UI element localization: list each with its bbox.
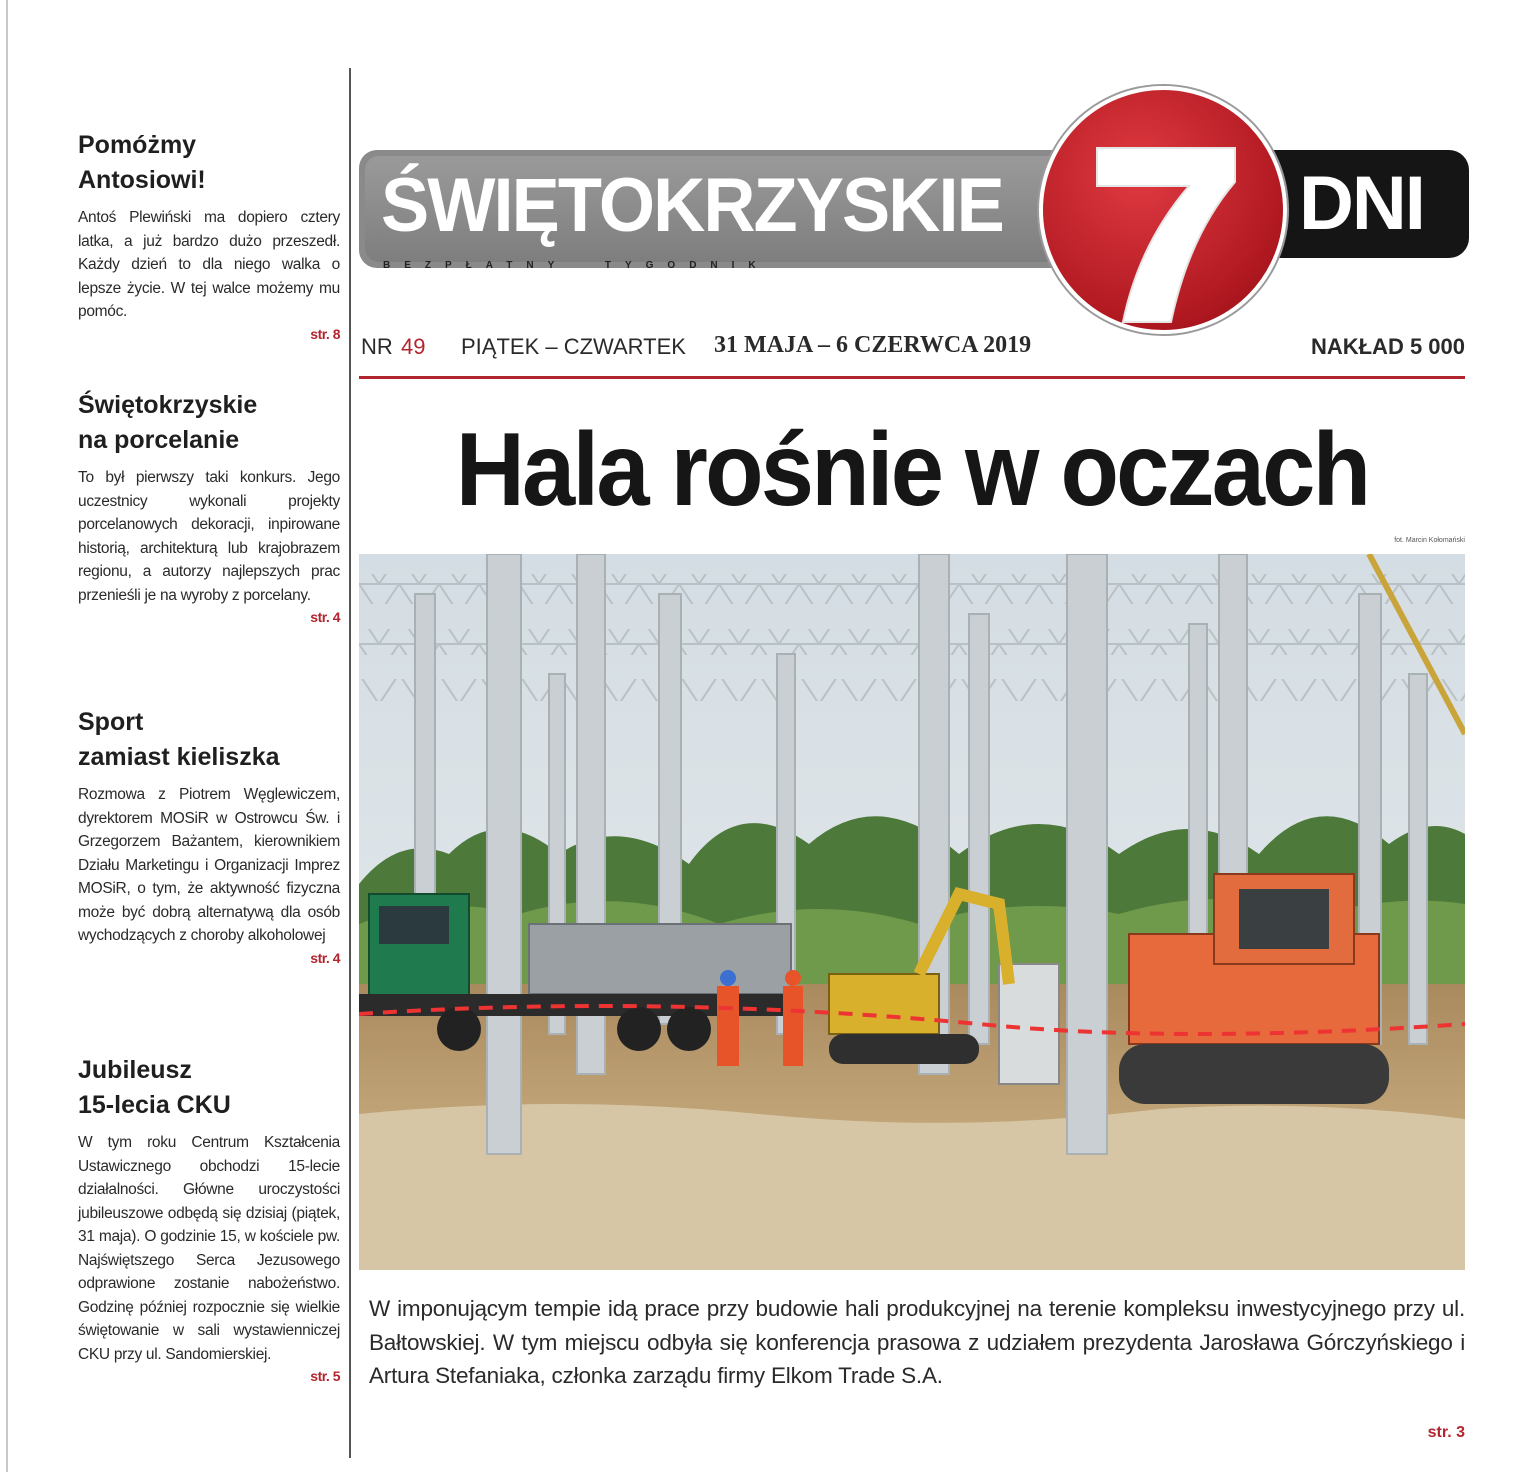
teaser-title: Sport zamiast kieliszka bbox=[78, 708, 280, 771]
main-page-ref[interactable]: str. 3 bbox=[1427, 1424, 1465, 1441]
teaser-body: W tym roku Centrum Kształcenia Ustawicznego obchodzi 15-lecie działalności. Główne uroczystości jubileuszowe odbędą się dzisiaj (piątek, 31 maja). O godzinie 15, w kościele pw. Najświętszego Serca Jezusowego odprawione zostanie nabożeństwo. Godzinę później rozpocznie się wielkie świętowanie w sali wystawienniczej CKU przy ul. Sandomierskiej. bbox=[78, 1134, 340, 1363]
teaser-title: Pomóżmy Antosiowi! bbox=[78, 131, 206, 194]
lead-paragraph: W imponującym tempie idą prace przy budowie hali produkcyjnej na terenie kompleksu inwestycyjnego przy ul. Bałtowskiej. W tym miejscu odbyła się konferencja prasowa z udziałem prezydenta Jarosława Górczyńskiego i Artura Stefaniaka, członka zarządu firmy Elkom Trade S.A. bbox=[369, 1296, 1465, 1388]
teaser-antos[interactable] bbox=[78, 128, 340, 368]
print-run: NAKŁAD 5 000 bbox=[1310, 334, 1465, 359]
teaser-page-ref[interactable]: str. 4 bbox=[310, 609, 340, 625]
teaser-sport[interactable] bbox=[78, 705, 340, 1027]
red-divider bbox=[359, 376, 1465, 379]
teaser-title: Świętokrzyskie na porcelanie bbox=[78, 391, 258, 454]
brand-suffix: DNI bbox=[1299, 161, 1424, 246]
issue-days: PIĄTEK – CZWARTEK bbox=[461, 334, 686, 359]
teaser-body: Antoś Plewiński ma dopiero cztery latka, a już bardzo dużo przeszedł. Każdy dzień to dla niego walka o lepsze życie. W tej walce możemy mu pomóc. bbox=[78, 209, 340, 320]
main-headline[interactable]: Hala rośnie w oczach bbox=[455, 412, 1369, 528]
teaser-title: Jubileusz 15-lecia CKU bbox=[78, 1056, 231, 1119]
issue-info bbox=[359, 330, 1465, 366]
page-edge-line bbox=[6, 0, 8, 1472]
logo-seven-mark bbox=[1039, 86, 1287, 334]
masthead bbox=[359, 78, 1469, 328]
teaser-body: To był pierwszy taki konkurs. Jego uczestnicy wykonali projekty porcelanowych dekoracji, inpirowane historią, architekturą lub krajobrazem regionu, a autorzy najlepszych prac przenieśli je na wyroby z porcelany. bbox=[78, 469, 340, 604]
teaser-body: Rozmowa z Piotrem Węglewiczem, dyrektorem MOSiR w Ostrowcu Św. i Grzegorzem Bażantem, kierownikiem Działu Marketingu i Organizacji Imprez MOSiR, o tym, że aktywność fizyczna może być dobrą alternatywą dla osób wychodzących z choroby alkoholowej bbox=[78, 786, 340, 944]
tagline: BEZPŁATNY TYGODNIK bbox=[383, 260, 770, 271]
construction-site-image bbox=[359, 554, 1465, 1270]
issue-dates: 31 MAJA – 6 CZERWCA 2019 bbox=[714, 332, 1032, 358]
main-photo[interactable] bbox=[359, 554, 1465, 1270]
teaser-page-ref[interactable]: str. 4 bbox=[310, 949, 340, 966]
sidebar bbox=[78, 128, 340, 1384]
column-divider bbox=[349, 68, 351, 1458]
teaser-porcelana[interactable] bbox=[78, 388, 340, 681]
photo-credit: fot. Marcin Kołomański bbox=[1394, 537, 1465, 544]
issue-number: 49 bbox=[401, 334, 426, 359]
issue-number-label: NR bbox=[361, 334, 393, 359]
teaser-page-ref[interactable]: str. 8 bbox=[310, 325, 340, 342]
teaser-cku[interactable] bbox=[78, 1053, 340, 1384]
teaser-page-ref[interactable]: str. 5 bbox=[310, 1368, 340, 1384]
brand-name: ŚWIĘTOKRZYSKIE bbox=[381, 163, 1003, 248]
